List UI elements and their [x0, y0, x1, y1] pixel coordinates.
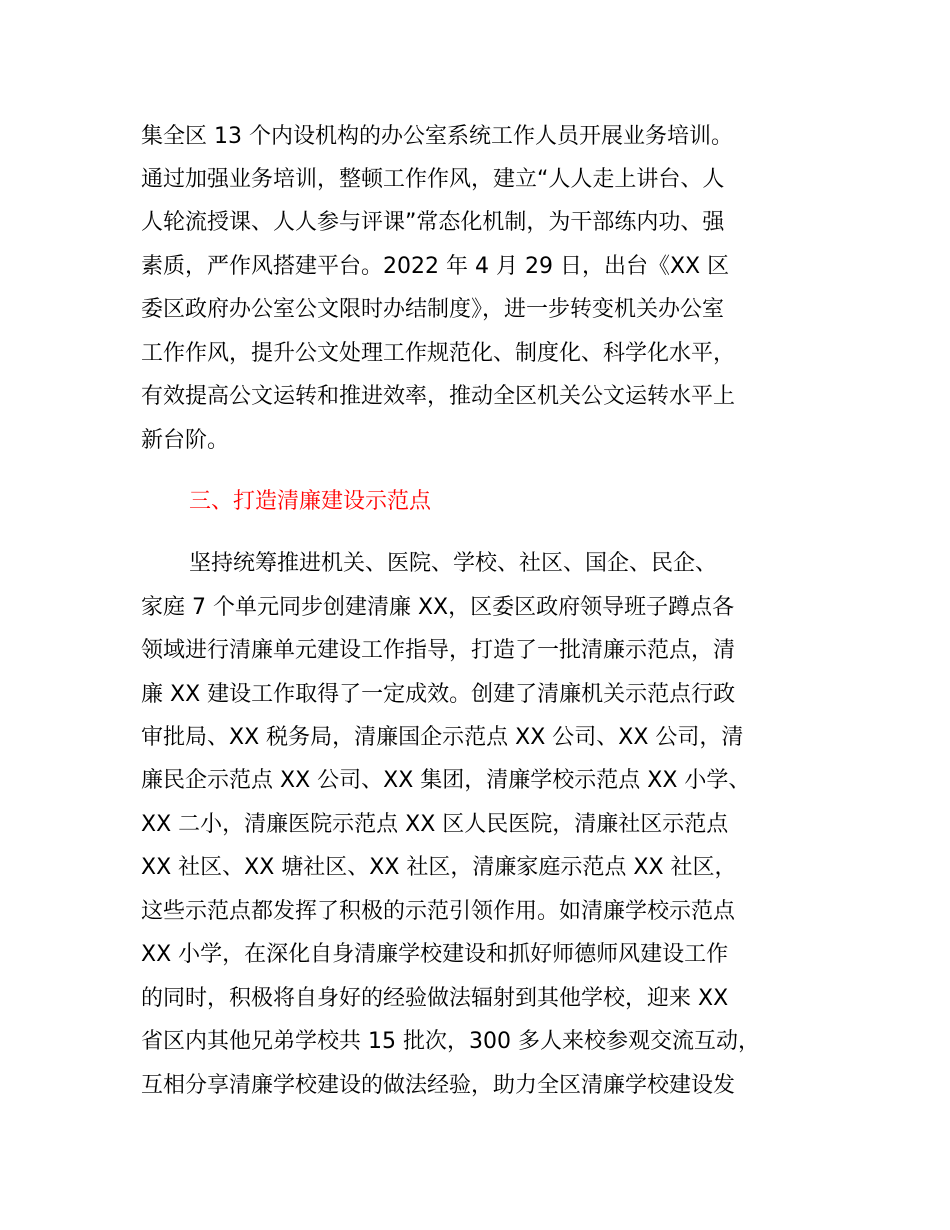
paragraph-1-line: 委区政府办公室公文限时办结制度》，进一步转变机关办公室 — [141, 297, 725, 322]
paragraph-1-line: 通过加强业务培训，整顿工作作风，建立“人人走上讲台、人 — [141, 167, 725, 192]
paragraph-2-line: 审批局、XX 税务局，清廉国企示范点 XX 公司、XX 公司，清 — [141, 725, 744, 750]
paragraph-2-line: XX 小学，在深化自身清廉学校建设和抓好师德师风建设工作 — [141, 942, 729, 967]
paragraph-2-line: 互相分享清廉学校建设的做法经验，助力全区清廉学校建设发 — [141, 1073, 736, 1098]
paragraph-1-line: 素质，严作风搭建平台。2022 年 4 月 29 日，出台《XX 区 — [141, 254, 730, 279]
paragraph-2-line: 的同时，积极将自身好的经验做法辐射到其他学校，迎来 XX — [141, 986, 729, 1011]
paragraph-2-line: 省区内其他兄弟学校共 15 批次，300 多人来校参观交流互动， — [141, 1029, 760, 1054]
paragraph-1-line: 有效提高公文运转和推进效率，推动全区机关公文运转水平上 — [141, 384, 736, 409]
paragraph-2-line: XX 社区、XX 塘社区、XX 社区，清廉家庭示范点 XX 社区， — [141, 855, 737, 880]
paragraph-2-line: 这些示范点都发挥了积极的示范引领作用。如清廉学校示范点 — [141, 899, 736, 924]
paragraph-2-line: 廉民企示范点 XX 公司、XX 集团，清廉学校示范点 XX 小学、 — [141, 768, 751, 793]
section-heading: 三、打造清廉建设示范点 — [189, 489, 432, 514]
paragraph-2-line: XX 二小，清廉医院示范点 XX 区人民医院，清廉社区示范点 — [141, 812, 729, 837]
paragraph-2-line: 廉 XX 建设工作取得了一定成效。创建了清廉机关示范点行政 — [141, 682, 736, 707]
paragraph-2-line: 坚持统筹推进机关、医院、学校、社区、国企、民企、 — [189, 551, 718, 576]
paragraph-1-line: 集全区 13 个内设机构的办公室系统工作人员开展业务培训。 — [141, 124, 733, 149]
paragraph-1-line: 新台阶。 — [141, 428, 230, 453]
paragraph-2-line: 家庭 7 个单元同步创建清廉 XX，区委区政府领导班子蹲点各 — [141, 595, 735, 620]
paragraph-1-line: 工作作风，提升公文处理工作规范化、制度化、科学化水平， — [141, 341, 736, 366]
paragraph-2-line: 领域进行清廉单元建设工作指导，打造了一批清廉示范点，清 — [141, 638, 736, 663]
paragraph-1-line: 人轮流授课、人人参与评课”常态化机制，为干部练内功、强 — [141, 210, 725, 235]
